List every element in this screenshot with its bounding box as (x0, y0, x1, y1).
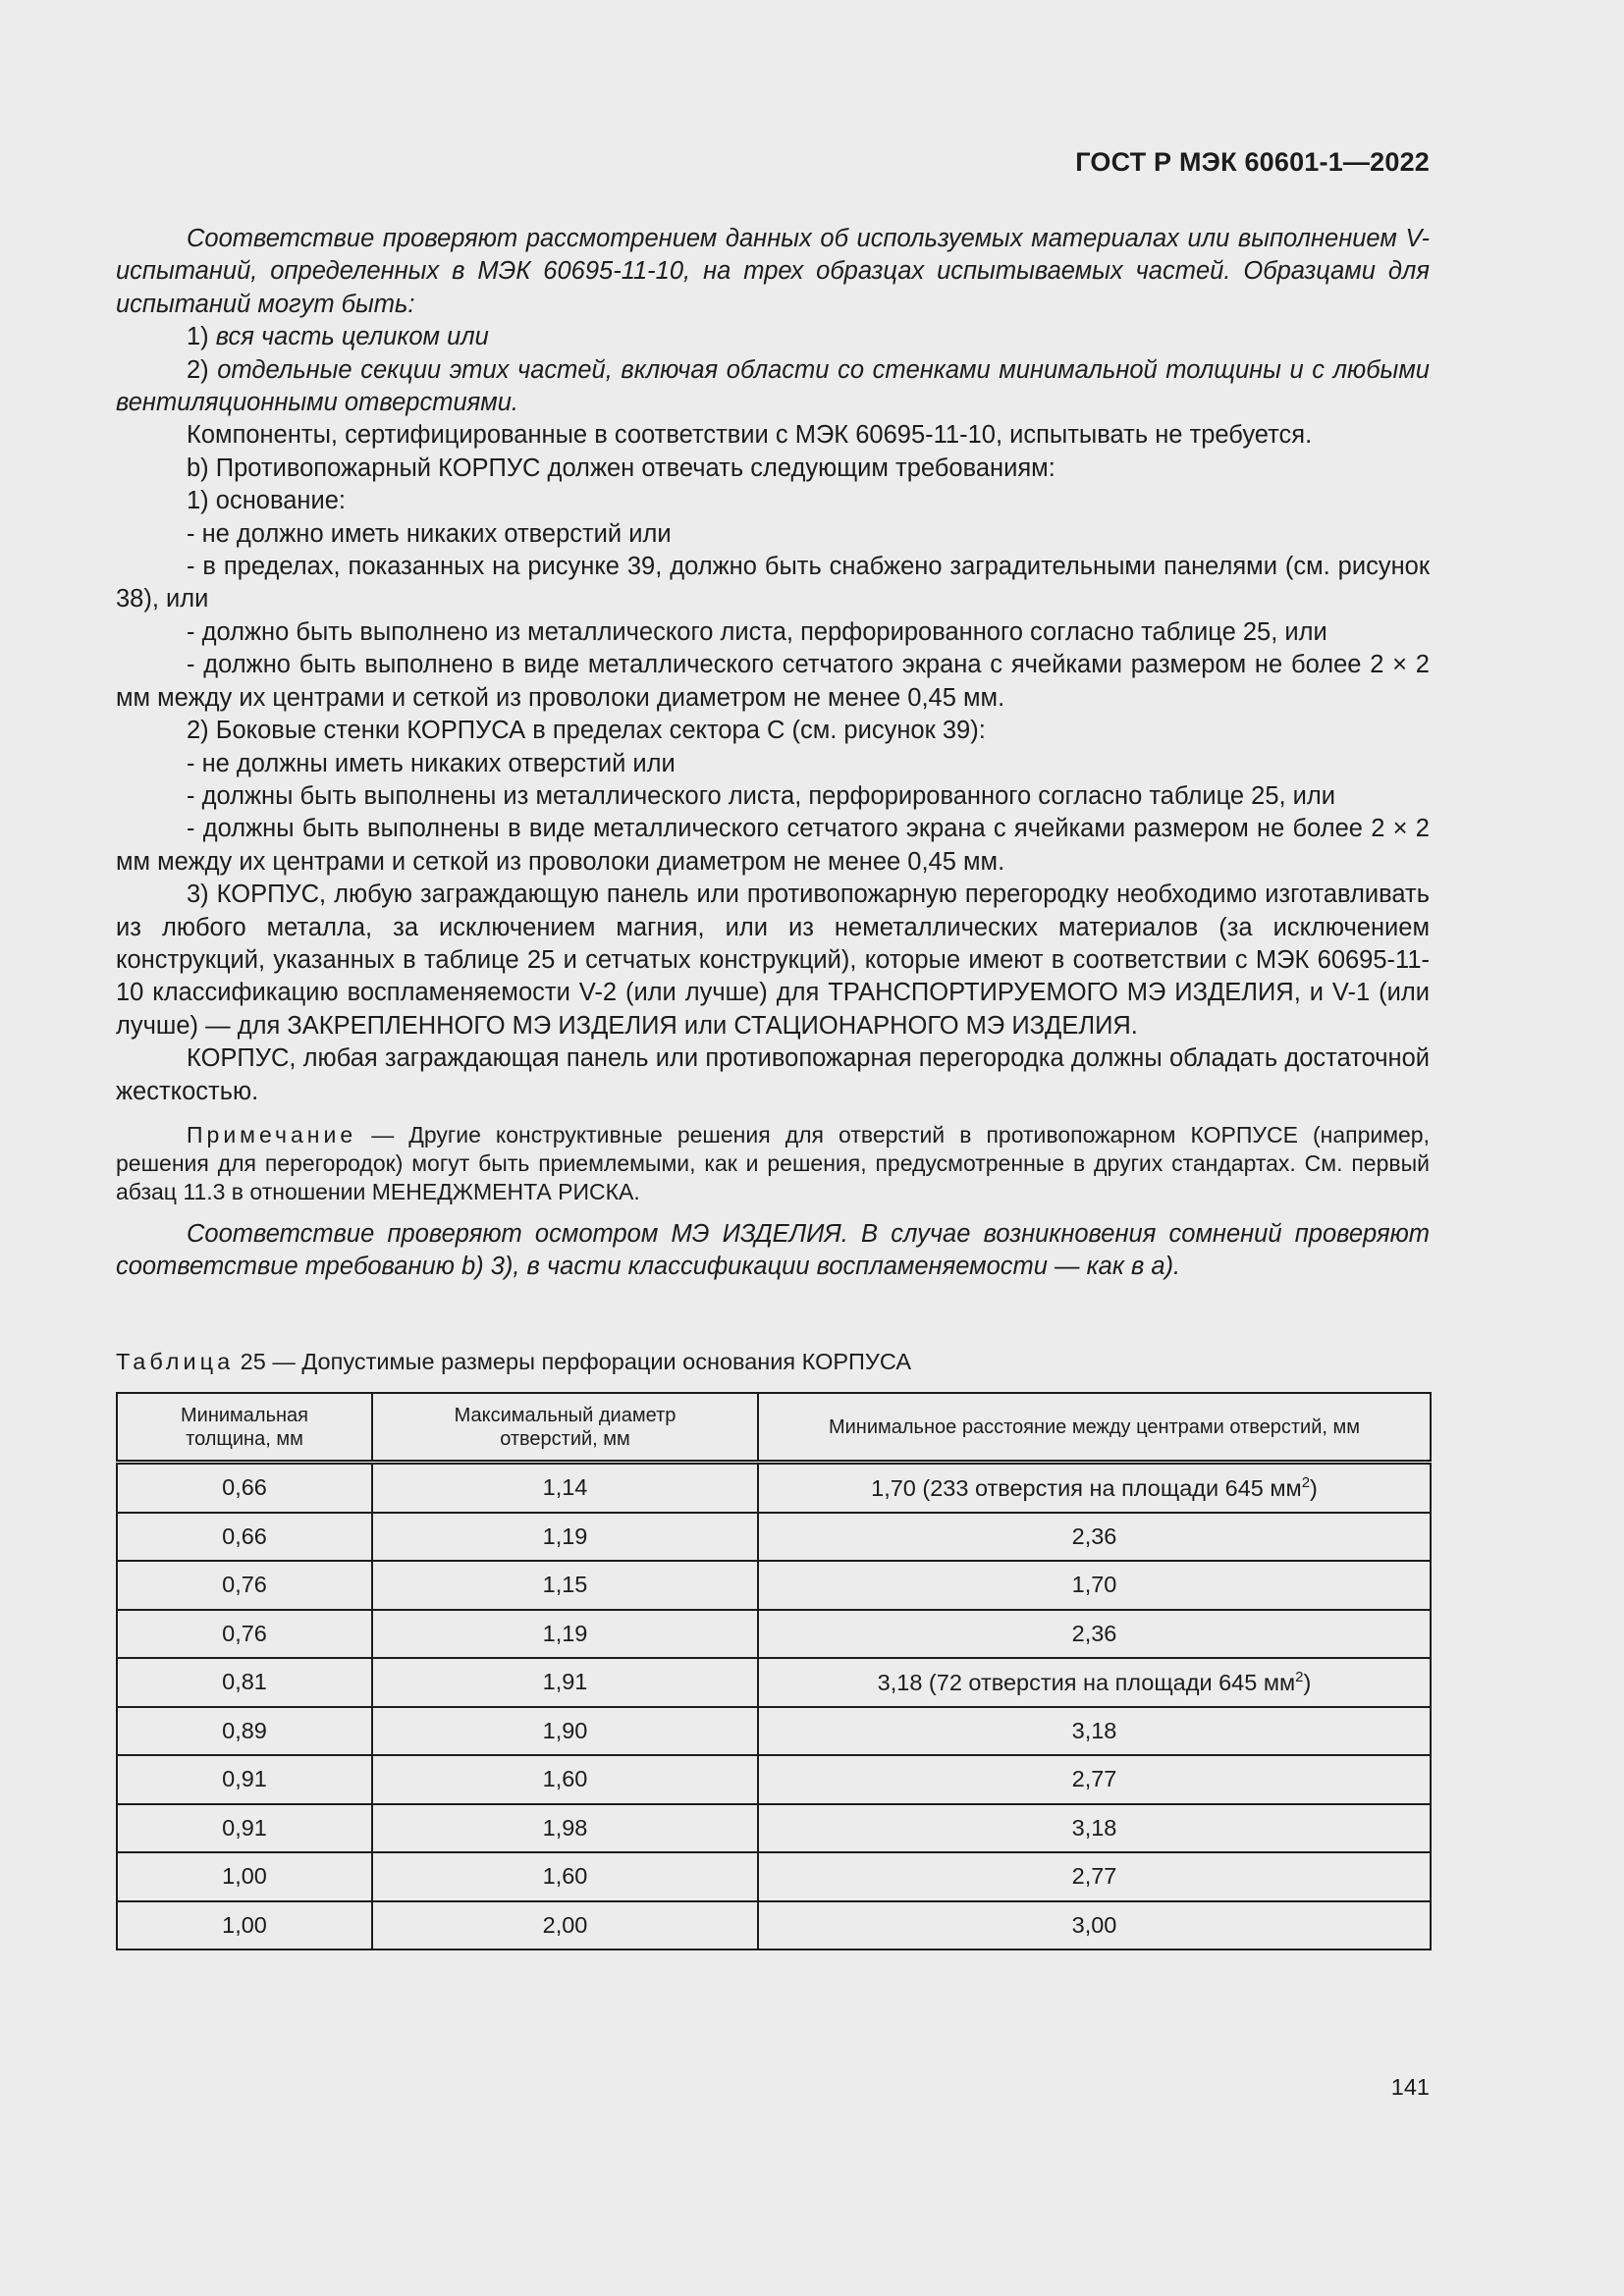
table-cell: 1,60 (372, 1852, 758, 1901)
table-cell: 0,81 (117, 1658, 372, 1707)
paragraph: 3) КОРПУС, любую заграждающую панель или противопожарную перегородку необходимо изготавливать из любого металла, за исключением магния, или из неметаллических материалов (за исключением конструкций, указанных в таблице 25 и сетчатых конструкций), которые имеют в соответствии с МЭК 60695-11-10 классификацию воспламеняемости V-2 (или лучше) для ТРАНСПОРТИРУЕМОГО МЭ ИЗДЕЛИЯ, и V-1 (или лучше) — для ЗАКРЕПЛЕННОГО МЭ ИЗДЕЛИЯ или СТАЦИОНАРНОГО МЭ ИЗДЕЛИЯ. (116, 881, 1430, 1040)
header-max-diameter: Максимальный диаметр отверстий, мм (372, 1393, 758, 1463)
table-body (117, 1463, 1431, 1950)
table-row (117, 1513, 1431, 1562)
superscript: 2 (1295, 1668, 1304, 1685)
table-cell: 3,18 (758, 1707, 1431, 1756)
paragraph (116, 354, 1430, 420)
paragraph: - должно быть выполнено из металлического листа, перфорированного согласно таблице 25, или (187, 617, 1327, 646)
paragraph: - должны быть выполнены в виде металлического сетчатого экрана с ячейками размером не более 2 × 2 мм между их центрами и сеткой из проволоки диаметром не менее 0,45 мм. (116, 815, 1430, 876)
list-marker: 2) (187, 355, 218, 384)
note-text: — Другие конструктивные решения для отверстий в противопожарном КОРПУСЕ (например, решения для перегородок) могут быть приемлемыми, как и решения, предусмотренные в других стандартах. См. первый абзац 11.3 в отношении МЕНЕДЖМЕНТА РИСКА. (116, 1121, 1430, 1204)
document-header: ГОСТ Р МЭК 60601-1—2022 (1075, 147, 1430, 177)
table-cell: 0,66 (117, 1513, 372, 1562)
paragraph: 1) основание: (187, 487, 346, 515)
paragraph: b) Противопожарный КОРПУС должен отвечать следующим требованиям: (187, 454, 1056, 482)
paragraph: - должны быть выполнены из металлического листа, перфорированного согласно таблице 25, или (187, 781, 1336, 810)
table-cell: 2,00 (372, 1901, 758, 1950)
conformity-paragraph: Соответствие проверяют осмотром МЭ ИЗДЕЛИЯ. В случае возникновения сомнений проверяют соответствие требованию b) 3), в части классификации воспламеняемости — как в а). (116, 1219, 1430, 1281)
table-cell: 1,19 (372, 1513, 758, 1562)
table-cell: 2,77 (758, 1852, 1431, 1901)
table-cell: 1,70 (758, 1561, 1431, 1610)
note (116, 1121, 1430, 1206)
list-marker: 1) (187, 323, 216, 351)
table-cell: 3,18 (72 отверстия на площади 645 $мм^2$) (758, 1658, 1431, 1707)
page-number: 141 (1390, 2074, 1430, 2100)
table-cell: 1,90 (372, 1707, 758, 1756)
table-header-row (117, 1393, 1431, 1463)
perforation-table (116, 1392, 1432, 1950)
table-cell: 1,15 (372, 1561, 758, 1610)
table-cell: 0,76 (117, 1610, 372, 1659)
body-text (116, 223, 1430, 1284)
table-cell: 1,14 (372, 1463, 758, 1513)
table-row (117, 1804, 1431, 1853)
table-row (117, 1852, 1431, 1901)
table-row (117, 1707, 1431, 1756)
superscript: 2 (1301, 1473, 1311, 1491)
table-caption (116, 1349, 911, 1375)
table-cell: 2,36 (758, 1513, 1431, 1562)
table-cell: 0,66 (117, 1463, 372, 1513)
paragraph: 2) Боковые стенки КОРПУСА в пределах сектора С (см. рисунок 39): (187, 717, 986, 745)
table-cell: 0,91 (117, 1755, 372, 1804)
table-cell: 0,76 (117, 1561, 372, 1610)
table-cell: 1,00 (117, 1901, 372, 1950)
list-item-text: вся часть целиком или (215, 323, 489, 351)
paragraph: - в пределах, показанных на рисунке 39, должно быть снабжено заградительными панелями (см. рисунок 38), или (116, 553, 1430, 614)
paragraph (116, 321, 1430, 353)
paragraph: Соответствие проверяют рассмотрением данных об используемых материалах или выполнением V-испытаний, определенных в МЭК 60695-11-10, на трех образцах испытываемых частей. Образцами для испытаний могут быть: (116, 225, 1430, 318)
table-row (117, 1561, 1431, 1610)
table-row (117, 1463, 1431, 1513)
paragraph: - должно быть выполнено в виде металлического сетчатого экрана с ячейками размером не более 2 × 2 мм между их центрами и сеткой из проволоки диаметром не менее 0,45 мм. (116, 651, 1430, 712)
table-cell: 0,89 (117, 1707, 372, 1756)
table-cell: 2,77 (758, 1755, 1431, 1804)
paragraph: КОРПУС, любая заграждающая панель или противопожарная перегородка должны обладать достаточной жесткостью. (116, 1044, 1430, 1105)
table-cell: 3,00 (758, 1901, 1431, 1950)
table-cell: 1,91 (372, 1658, 758, 1707)
table-cell: 1,60 (372, 1755, 758, 1804)
paragraph: - не должны иметь никаких отверстий или (187, 749, 676, 777)
table-cell: 1,19 (372, 1610, 758, 1659)
note-label: Примечание (187, 1121, 357, 1148)
paragraph: Компоненты, сертифицированные в соответствии с МЭК 60695-11-10, испытывать не требуется. (187, 421, 1313, 450)
table-cell: 2,36 (758, 1610, 1431, 1659)
table-caption-text: 25 — Допустимые размеры перфорации основания КОРПУСА (234, 1349, 911, 1374)
paragraph: - не должно иметь никаких отверстий или (187, 519, 672, 548)
header-min-thickness: Минимальная толщина, мм (117, 1393, 372, 1463)
table-row (117, 1658, 1431, 1707)
header-min-distance: Минимальное расстояние между центрами отверстий, мм (758, 1393, 1431, 1463)
table-cell: 0,91 (117, 1804, 372, 1853)
table-cell: 1,70 (233 отверстия на площади 645 $мм^2$) (758, 1463, 1431, 1513)
table-label: Таблица (116, 1349, 235, 1374)
table-cell: 1,00 (117, 1852, 372, 1901)
table-cell: 3,18 (758, 1804, 1431, 1853)
list-item-text: отдельные секции этих частей, включая области со стенками минимальной толщины и с любыми вентиляционными отверстиями. (116, 355, 1430, 417)
table-row (117, 1755, 1431, 1804)
table-row (117, 1901, 1431, 1950)
table-cell: 1,98 (372, 1804, 758, 1853)
table-row (117, 1610, 1431, 1659)
